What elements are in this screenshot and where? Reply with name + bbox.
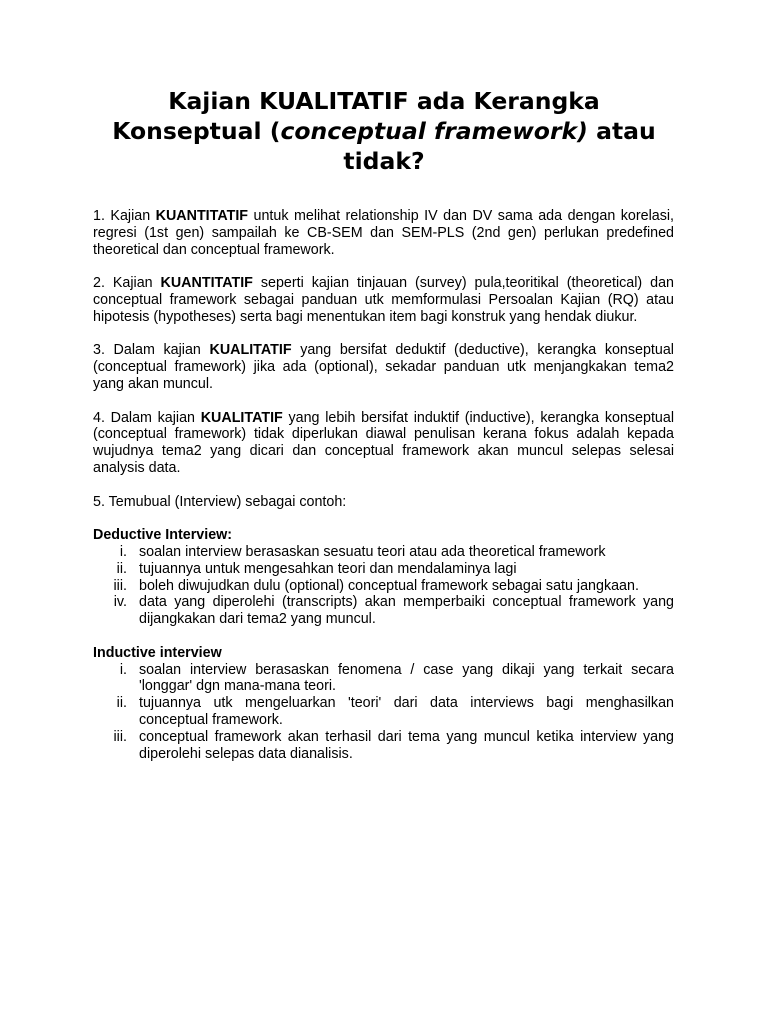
p4-pre: 4. Dalam kajian [93,409,201,426]
list-item-number: iii. [113,728,127,745]
title-line-2-italic: conceptual framework) [280,117,588,145]
p3-pre: 3. Dalam kajian [93,342,210,359]
list-item-text: data yang diperolehi (transcripts) akan memperbaiki conceptual framework yang dijangkakan dari tema2 yang muncul. [139,594,674,628]
title-line-1: Kajian KUALITATIF ada Kerangka [168,87,600,115]
inductive-list [93,662,674,763]
list-item-text: conceptual framework akan terhasil dari tema yang muncul ketika interview yang diperolehi selepas data dianalisis. [139,728,674,762]
list-item-text: soalan interview berasaskan fenomena / case yang dikaji yang terkait secara 'longgar' dgn mana-mana teori. [139,661,674,695]
list-item [93,544,674,561]
list-item-text: tujuannya untuk mengesahkan teori dan mendalaminya lagi [139,560,517,577]
deductive-list [93,544,674,628]
list-item-number: iv. [113,594,127,611]
list-item-number: ii. [116,560,127,577]
p4-post: yang lebih bersifat induktif (inductive), kerangka konseptual (conceptual framework) tidak diperlukan diawal penulisan kerana fokus adalah kepada wujudnya tema2 yang dicari dan conceptual framework akan muncul selepas selesai analysis data. [93,409,674,476]
p4-bold: KUALITATIF [200,409,283,426]
paragraph-2 [93,275,674,325]
paragraph-4 [93,410,674,477]
p2-bold: KUANTITATIF [160,275,253,292]
list-item-text: soalan interview berasaskan sesuatu teori atau ada theoretical framework [139,543,606,560]
title-line-2 [80,116,688,146]
paragraph-3 [93,342,674,392]
title-line-3: tidak? [343,147,425,175]
document-body [93,208,674,779]
p1-post: untuk melihat relationship IV dan DV sama ada dengan korelasi, regresi (1st gen) sampailah ke CB-SEM dan SEM-PLS (2nd gen) perlukan predefined theoretical dan conceptual framework. [93,208,674,258]
list-item-number: iii. [113,577,127,594]
page-title [80,86,688,176]
list-item [93,594,674,628]
paragraph-5: 5. Temubual (Interview) sebagai contoh: [93,493,347,510]
list-item [93,729,674,763]
list-item-number: i. [119,543,127,560]
p3-bold: KUALITATIF [209,342,292,359]
list-item [93,662,674,696]
p1-pre: 1. Kajian [93,208,156,224]
p2-post: seperti kajian tinjauan (survey) pula,teoritikal (theoretical) dan conceptual framework sebagai panduan utk memformulasi Persoalan Kajian (RQ) atau hipotesis (hypotheses) serta bagi menentukan item bagi konstruk yang hendak diukur. [93,275,674,325]
list-item-text: tujuannya utk mengeluarkan 'teori' dari data interviews bagi menghasilkan conceptual framework. [139,695,674,728]
p3-post: yang bersifat deduktif (deductive), kerangka konseptual (conceptual framework) jika ada (optional), sekadar panduan utk menjangkakan tema2 yang akan muncul. [93,342,674,392]
paragraph-1 [93,208,674,258]
inductive-heading: Inductive interview [93,644,222,661]
list-item [93,695,674,729]
p2-pre: 2. Kajian [93,275,161,292]
list-item-text: boleh diwujudkan dulu (optional) conceptual framework sebagai satu jangkaan. [139,577,639,594]
title-line-2-post: atau [587,117,656,145]
list-item-number: ii. [116,695,127,712]
list-item [93,578,674,595]
deductive-heading: Deductive Interview: [93,527,233,544]
p1-bold: KUANTITATIF [155,208,249,224]
list-item [93,561,674,578]
title-line-2-pre: Konseptual ( [112,117,281,145]
list-item-number: i. [119,661,127,678]
